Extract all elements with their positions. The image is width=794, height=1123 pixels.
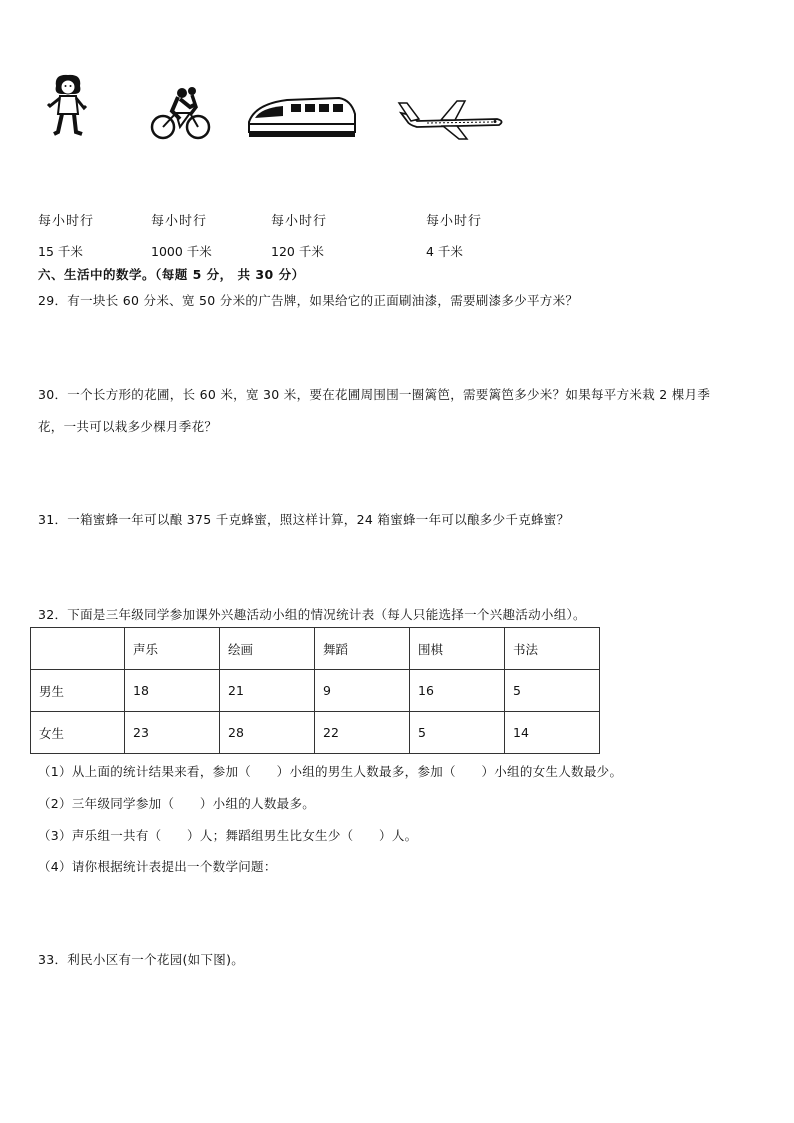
question-32-part-2: （2）三年级同学参加（ ）小组的人数最多。 <box>38 796 316 811</box>
question-32-part-3: （3）声乐组一共有（ ）人；舞蹈组男生比女生少（ ）人。 <box>38 828 418 843</box>
table-row <box>31 712 600 754</box>
question-30-line-2: 花，一共可以栽多少棵月季花？ <box>38 419 218 434</box>
table-cell: 9 <box>315 670 410 712</box>
airplane-icon <box>397 99 507 141</box>
table-header-cell: 围棋 <box>410 628 505 670</box>
table-cell: 28 <box>220 712 315 754</box>
speed-label-4: 每小时行 <box>426 214 483 229</box>
table-header-cell: 舞蹈 <box>315 628 410 670</box>
table-cell: 21 <box>220 670 315 712</box>
bicycle-rider-icon <box>150 85 212 143</box>
question-30-line-1: 30．一个长方形的花圃，长 60 米，宽 30 米，要在花圃周围围一圈篱笆，需要篱笆多少米？如果每平方米栽 2 棵月季 <box>38 387 711 402</box>
stats-table <box>30 627 600 754</box>
table-row <box>31 670 600 712</box>
table-header-cell: 绘画 <box>220 628 315 670</box>
speed-value-1: 15 千米 <box>38 244 83 259</box>
question-32-part-4: （4）请你根据统计表提出一个数学问题： <box>38 859 277 874</box>
table-cell: 16 <box>410 670 505 712</box>
speed-label-3: 每小时行 <box>271 214 328 229</box>
question-29: 29．有一块长 60 分米、宽 50 分米的广告牌，如果给它的正面刷油漆，需要刷漆多少平方米？ <box>38 293 579 308</box>
question-32: 32．下面是三年级同学参加课外兴趣活动小组的情况统计表（每人只能选择一个兴趣活动小组）。 <box>38 607 586 622</box>
row-label-girls: 女生 <box>31 712 125 754</box>
table-cell: 5 <box>505 670 600 712</box>
row-label-boys: 男生 <box>31 670 125 712</box>
question-31: 31．一箱蜜蜂一年可以酿 375 千克蜂蜜，照这样计算，24 箱蜜蜂一年可以酿多少千克蜂蜜？ <box>38 512 570 527</box>
question-33: 33．利民小区有一个花园(如下图)。 <box>38 952 245 967</box>
table-cell: 14 <box>505 712 600 754</box>
table-cell: 22 <box>315 712 410 754</box>
table-header-cell: 声乐 <box>125 628 220 670</box>
speed-value-3: 120 千米 <box>271 244 324 259</box>
speed-label-2: 每小时行 <box>151 214 208 229</box>
question-32-part-1: （1）从上面的统计结果来看，参加（ ）小组的男生人数最多，参加（ ）小组的女生人数最少。 <box>38 764 623 779</box>
table-header-cell <box>31 628 125 670</box>
section-6-heading: 六、生活中的数学。（每题 5 分， 共 30 分） <box>38 267 305 282</box>
high-speed-train-icon <box>247 92 359 140</box>
table-header-cell: 书法 <box>505 628 600 670</box>
table-header-row <box>31 628 600 670</box>
speed-label-1: 每小时行 <box>38 214 95 229</box>
speed-value-4: 4 千米 <box>426 244 463 259</box>
girl-walking-icon <box>44 72 92 140</box>
speed-value-2: 1000 千米 <box>151 244 212 259</box>
table-cell: 18 <box>125 670 220 712</box>
table-cell: 5 <box>410 712 505 754</box>
table-cell: 23 <box>125 712 220 754</box>
